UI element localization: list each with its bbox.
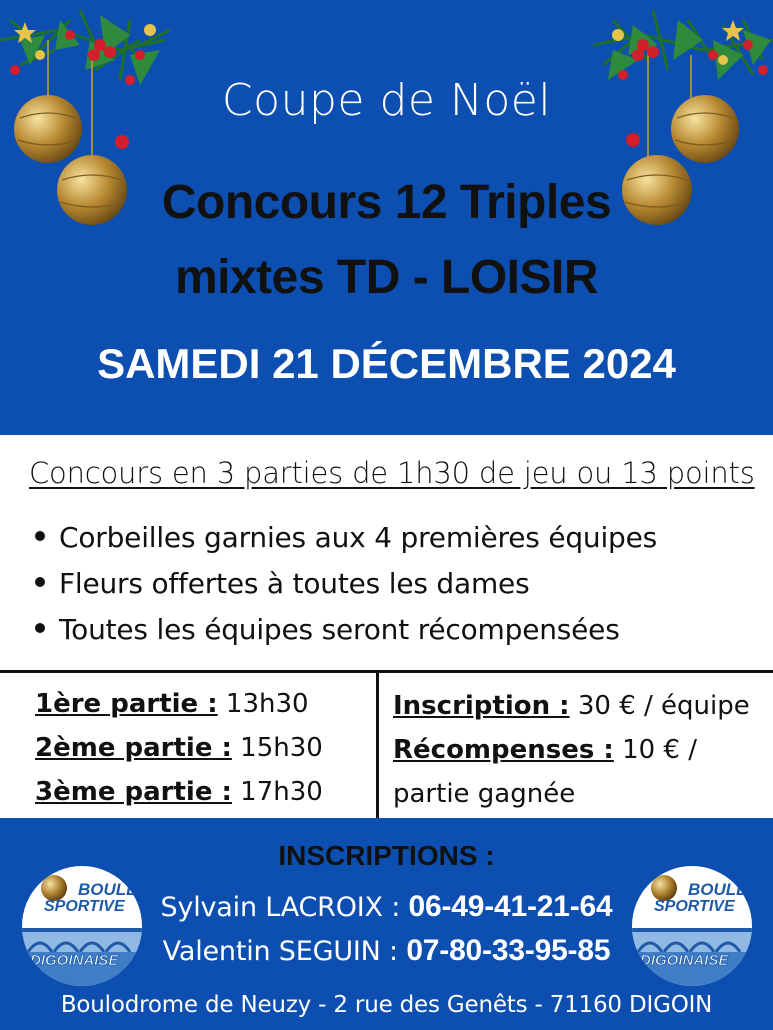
club-logo-right: BOULE SPORTIVE DIGOINAISE [632,866,752,986]
schedule-row: 2ème partie : 15h30 [35,733,323,763]
contact-row: Sylvain LACROIX : 06-49-41-21-64 [160,890,613,923]
prizes-list [35,515,657,653]
bullet-icon [35,577,45,587]
event-date: SAMEDI 21 DÉCEMBRE 2024 [97,340,676,387]
contest-format: Concours en 3 parties de 1h30 de jeu ou 13 points [29,456,755,490]
rewards-info: Récompenses : 10 € / partie gagnée [393,735,697,809]
schedule-row: 3ème partie : 17h30 [35,777,323,807]
headline-line-2: mixtes TD - LOISIR [174,251,599,304]
inscription-fee: Inscription : 30 € / équipe [393,691,750,721]
venue-address: Boulodrome de Neuzy - 2 rue des Genêts - 71160 DIGOIN [60,992,713,1018]
prize-item: Fleurs offertes à toutes les dames [35,561,657,607]
contacts [0,885,773,973]
contact-row: Valentin SEGUIN : 07-80-33-95-85 [162,934,611,967]
event-subtitle: Coupe de Noël [221,75,552,126]
schedule [35,684,323,816]
bullet-icon [35,623,45,633]
phone-number[interactable]: 06-49-41-21-64 [408,890,613,923]
prize-item: Corbeilles garnies aux 4 premières équipes [35,515,657,561]
club-logo-left: BOULE SPORTIVE DIGOINAISE [22,866,142,986]
inscriptions-title: INSCRIPTIONS : [278,840,495,871]
schedule-row: 1ère partie : 13h30 [35,689,309,719]
bullet-icon [35,531,45,541]
divider-horizontal [0,670,773,673]
headline-line-1: Concours 12 Triples [161,176,612,229]
divider-vertical [376,672,379,818]
phone-number[interactable]: 07-80-33-95-85 [406,934,611,967]
prize-item: Toutes les équipes seront récompensées [35,607,657,653]
fees [393,684,768,816]
